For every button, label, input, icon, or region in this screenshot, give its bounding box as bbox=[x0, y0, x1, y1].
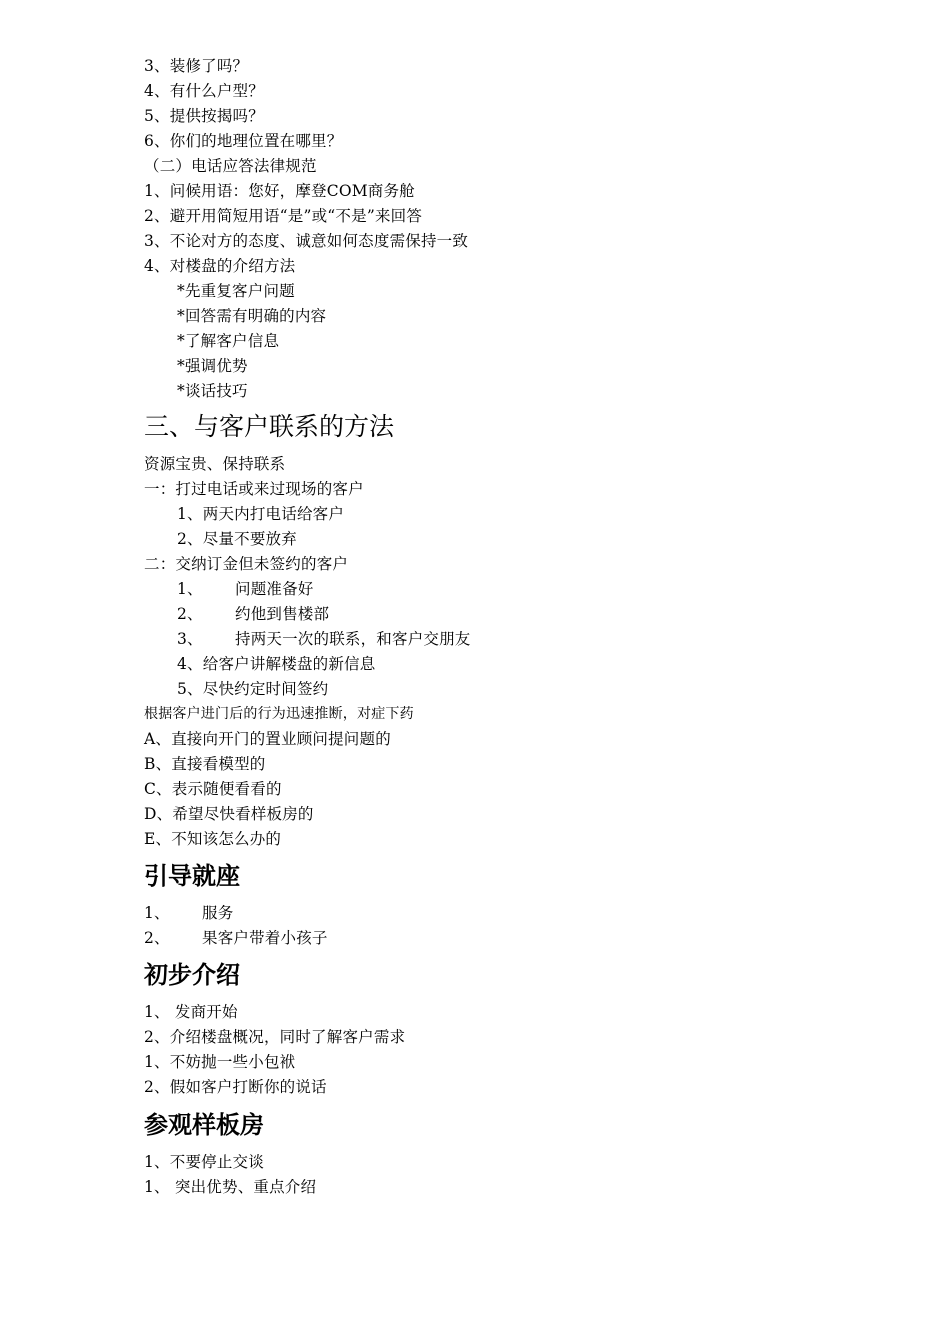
group-title: 一：打过电话或来过现场的客户 bbox=[144, 480, 364, 498]
list-number: 2、 bbox=[144, 929, 170, 947]
list-item bbox=[144, 926, 328, 951]
judge-line: 根据客户进门后的行为迅速推断，对症下药 bbox=[144, 706, 414, 722]
list-item bbox=[177, 627, 471, 652]
bullet-item: *了解客户信息 bbox=[177, 332, 280, 350]
list-item: 2、介绍楼盘概况，同时了解客户需求 bbox=[144, 1028, 406, 1046]
list-number: 1、 bbox=[177, 580, 203, 598]
list-text: 问题准备好 bbox=[235, 580, 314, 598]
question-line: 4、有什么户型？ bbox=[144, 82, 264, 100]
list-item: 1、 发商开始 bbox=[144, 1003, 238, 1021]
group-title: 二：交纳订金但未签约的客户 bbox=[144, 555, 349, 573]
rule-line: 3、不论对方的态度、诚意如何态度需保持一致 bbox=[144, 232, 469, 250]
list-item: 5、尽快约定时间签约 bbox=[177, 680, 329, 698]
customer-type: A、直接向开门的置业顾问提问题的 bbox=[144, 730, 391, 748]
section-heading: 引导就座 bbox=[144, 862, 240, 890]
list-text: 服务 bbox=[202, 904, 234, 922]
list-number: 1、 bbox=[144, 904, 170, 922]
section-intro: 资源宝贵、保持联系 bbox=[144, 455, 286, 473]
customer-type: D、希望尽快看样板房的 bbox=[144, 805, 314, 823]
list-text: 约他到售楼部 bbox=[235, 605, 330, 623]
section-heading: 参观样板房 bbox=[144, 1111, 264, 1139]
rule-line: 4、对楼盘的介绍方法 bbox=[144, 257, 296, 275]
list-item: 1、不要停止交谈 bbox=[144, 1153, 264, 1171]
customer-type: B、直接看模型的 bbox=[144, 755, 266, 773]
bullet-item: *谈话技巧 bbox=[177, 382, 248, 400]
list-text: 果客户带着小孩子 bbox=[202, 929, 328, 947]
rule-line: 2、避开用简短用语“是”或“不是”来回答 bbox=[144, 207, 423, 225]
list-item bbox=[177, 602, 329, 627]
list-item: 1、两天内打电话给客户 bbox=[177, 505, 345, 523]
bullet-item: *先重复客户问题 bbox=[177, 282, 295, 300]
section-heading: 三、与客户联系的方法 bbox=[144, 412, 395, 441]
section-heading: 初步介绍 bbox=[144, 961, 240, 989]
list-number: 2、 bbox=[177, 605, 203, 623]
bullet-item: *强调优势 bbox=[177, 357, 248, 375]
list-item: 1、不妨抛一些小包袱 bbox=[144, 1053, 296, 1071]
list-text: 持两天一次的联系，和客户交朋友 bbox=[235, 630, 471, 648]
subsection-title: （二）电话应答法律规范 bbox=[144, 157, 317, 175]
question-line: 6、你们的地理位置在哪里？ bbox=[144, 132, 343, 150]
bullet-item: *回答需有明确的内容 bbox=[177, 307, 327, 325]
list-item bbox=[144, 901, 233, 926]
question-line: 5、提供按揭吗？ bbox=[144, 107, 264, 125]
rule-line: 1、问候用语：您好，摩登COM商务舱 bbox=[144, 182, 415, 200]
list-item: 2、假如客户打断你的说话 bbox=[144, 1078, 327, 1096]
list-item: 4、给客户讲解楼盘的新信息 bbox=[177, 655, 376, 673]
question-line: 3、装修了吗？ bbox=[144, 57, 249, 75]
list-item: 1、 突出优势、重点介绍 bbox=[144, 1178, 317, 1196]
list-item: 2、尽量不要放弃 bbox=[177, 530, 297, 548]
list-number: 3、 bbox=[177, 630, 203, 648]
customer-type: C、表示随便看看的 bbox=[144, 780, 282, 798]
customer-type: E、不知该怎么办的 bbox=[144, 830, 282, 848]
list-item bbox=[177, 577, 314, 602]
